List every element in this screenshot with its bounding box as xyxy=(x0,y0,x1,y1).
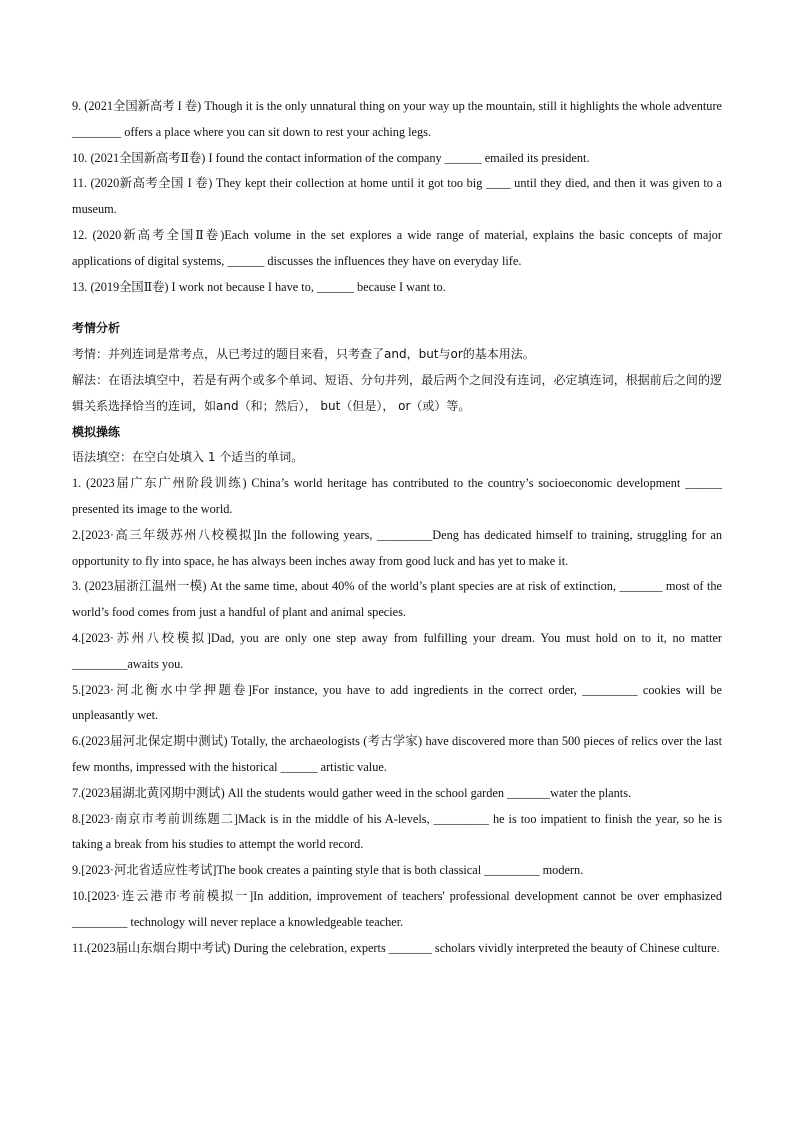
practice-question-10: 10.[2023·连云港市考前模拟一]In addition, improvement of teachers' professional development cannot be over emphasized _________ technology will never replace a knowledgeable teacher. xyxy=(72,888,722,929)
section-spacer xyxy=(72,300,722,316)
past-question-9: 9. (2021全国新高考 I 卷) Though it is the only unnatural thing on your way up the mountain, still it highlights the whole adventure ________ offers a place where you can sit down to rest your aching legs. xyxy=(72,99,722,139)
past-question-10: 10. (2021全国新高考Ⅱ卷) I found the contact information of the company ______ emailed its president. xyxy=(72,150,590,165)
practice-instruction: 语法填空：在空白处填入 1 个适当的单词。 xyxy=(72,450,304,465)
past-question-12: 12. (2020新高考全国Ⅱ卷)Each volume in the set explores a wide range of material, explains the basic concepts of major applications of digital systems, ______ discusses the influences they have on everyday life. xyxy=(72,227,722,268)
exam-note: 考情：并列连词是常考点，从已考过的题目来看，只考查了and，but与or的基本用法。 xyxy=(72,347,535,362)
method-note: 解法：在语法填空中，若是有两个或多个单词、短语、分句并列，最后两个之间没有连词，必定填连词，根据前后之间的逻辑关系选择恰当的连词，如and（和；然后）， but（但是）， or（或）等。 xyxy=(72,372,722,413)
analysis-heading: 考情分析 xyxy=(72,321,121,336)
practice-question-6: 6.(2023届河北保定期中测试) Totally, the archaeologists (考古学家) have discovered more than 500 pieces of relics over the last few months, impressed with the historical ______ artistic value. xyxy=(72,734,722,774)
practice-question-11: 11.(2023届山东烟台期中考试) During the celebration, experts _______ scholars vividly interpreted the beauty of Chinese culture. xyxy=(72,940,720,955)
practice-question-4: 4.[2023·苏州八校模拟]Dad, you are only one step away from fulfilling your dream. You must hold on to it, no matter _________awaits you. xyxy=(72,630,722,671)
practice-question-8: 8.[2023·南京市考前训练题二]Mack is in the middle of his A-levels, _________ he is too impatient to finish the year, so he is taking a break from his studies to attempt the world record. xyxy=(72,811,722,852)
past-question-13: 13. (2019全国Ⅱ卷) I work not because I have to, ______ because I want to. xyxy=(72,279,446,294)
practice-question-3: 3. (2023届浙江温州一模) At the same time, about 40% of the world’s plant species are at risk of extinction, _______ most of the world’s food comes from just a handful of plant and animal species. xyxy=(72,579,722,620)
practice-question-9: 9.[2023·河北省适应性考试]The book creates a painting style that is both classical _________ modern. xyxy=(72,863,584,878)
practice-heading: 模拟操练 xyxy=(72,424,121,439)
practice-question-2: 2.[2023·高三年级苏州八校模拟]In the following years, _________Deng has dedicated himself to training, struggling for an opportunity to fly into space, he has always been inches away from good luck and has yet to make it. xyxy=(72,527,722,568)
document-page xyxy=(72,94,722,961)
practice-question-1: 1. (2023届广东广州阶段训练) China’s world heritage has contributed to the country’s socioeconomic development ______ presented its image to the world. xyxy=(72,476,722,516)
past-question-11: 11. (2020新高考全国 I 卷) They kept their collection at home until it got too big ____ until they died, and then it was given to a museum. xyxy=(72,176,722,217)
practice-question-5: 5.[2023·河北衡水中学押题卷]For instance, you have to add ingredients in the correct order, _________ cookies will be unpleasantly wet. xyxy=(72,682,722,723)
practice-question-7: 7.(2023届湖北黄冈期中测试) All the students would gather weed in the school garden _______water the plants. xyxy=(72,785,632,800)
